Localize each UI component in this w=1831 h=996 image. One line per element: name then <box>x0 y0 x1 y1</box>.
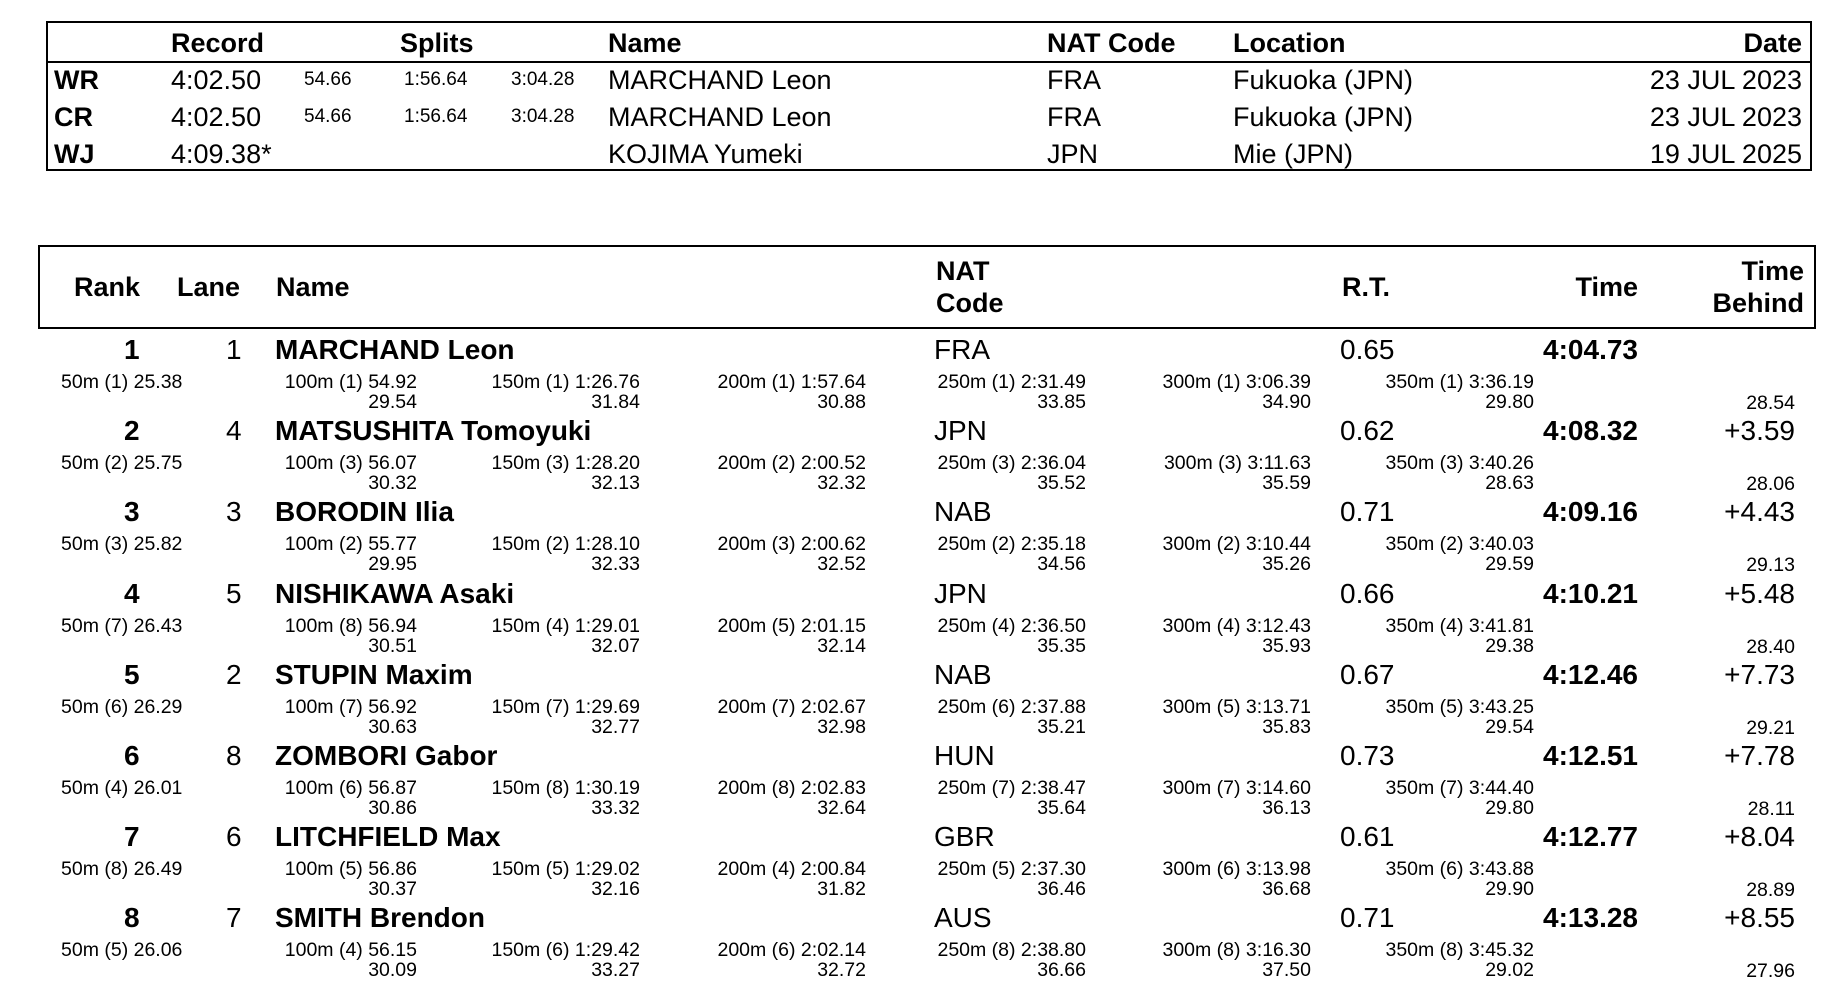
reaction-time: 0.67 <box>1340 658 1395 690</box>
split-cumulative: 150m (7) 1:29.69 <box>491 695 640 718</box>
record-split-200: 1:56.64 <box>404 69 468 90</box>
split-difference: 36.66 <box>1037 959 1086 982</box>
nat-code: JPN <box>934 577 987 609</box>
result-row <box>0 494 1831 576</box>
split-cell <box>1385 616 1534 656</box>
split-difference: 29.80 <box>1485 797 1534 819</box>
reaction-time: 0.61 <box>1340 821 1395 853</box>
split-cumulative: 250m (4) 2:36.50 <box>937 614 1086 637</box>
record-split-300: 3:04.28 <box>511 69 575 90</box>
nat-code: HUN <box>934 740 995 771</box>
nat-code: NAB <box>934 658 992 690</box>
split-difference: 33.27 <box>591 959 640 982</box>
split-difference: 30.63 <box>368 715 417 738</box>
time-behind: +7.73 <box>1724 658 1795 690</box>
nat-code: FRA <box>934 334 990 365</box>
final-time: 4:12.77 <box>1543 821 1638 853</box>
split-last-difference: 28.11 <box>1747 798 1795 820</box>
record-code: WJ <box>54 139 95 169</box>
split-last-difference: 28.54 <box>1746 392 1795 414</box>
split-cumulative: 150m (6) 1:29.42 <box>491 939 640 962</box>
split-difference: 32.07 <box>591 634 640 657</box>
lane: 5 <box>226 577 242 609</box>
lane: 4 <box>226 415 242 447</box>
reaction-time: 0.66 <box>1340 577 1395 609</box>
result-row <box>0 332 1831 414</box>
record-code: CR <box>54 102 93 132</box>
split-cumulative: 250m (2) 2:35.18 <box>937 533 1086 556</box>
split-cumulative: 100m (6) 56.87 <box>284 777 417 799</box>
split-cumulative: 250m (7) 2:38.47 <box>937 777 1086 799</box>
split-difference: 35.93 <box>1262 634 1311 657</box>
time-behind: +8.55 <box>1724 902 1795 934</box>
split-cell <box>1162 778 1311 818</box>
split-last-difference: 29.13 <box>1746 554 1795 577</box>
split-cell <box>717 616 866 656</box>
split-last-difference: 27.96 <box>1746 960 1795 983</box>
time-behind-header-line1: Time <box>1741 256 1804 286</box>
split-cumulative: 150m (4) 1:29.01 <box>491 614 640 637</box>
split-cumulative: 200m (5) 2:01.15 <box>717 614 866 637</box>
split-difference: 28.63 <box>1485 472 1534 495</box>
record-nat: JPN <box>1047 139 1099 169</box>
split-difference: 32.52 <box>817 553 866 576</box>
location-header: Location <box>1233 28 1346 58</box>
time-behind: +4.43 <box>1724 496 1795 528</box>
lane: 3 <box>226 496 242 528</box>
rank: 6 <box>124 740 140 771</box>
split-cell <box>285 778 417 818</box>
split-cumulative: 350m (8) 3:45.32 <box>1385 939 1534 962</box>
nat-code: NAB <box>934 496 992 528</box>
split-cell <box>1162 697 1311 737</box>
split-cumulative: 250m (5) 2:37.30 <box>937 858 1086 881</box>
split-cell <box>491 697 640 737</box>
split-cumulative: 100m (5) 56.86 <box>284 858 417 881</box>
split-cumulative: 300m (6) 3:13.98 <box>1162 858 1311 881</box>
split-cell <box>285 616 417 656</box>
reaction-time: 0.65 <box>1340 334 1395 365</box>
split-difference: 32.16 <box>591 878 640 901</box>
split-difference: 35.26 <box>1262 553 1311 576</box>
lane: 2 <box>226 658 242 690</box>
split-50m: 50m (1) 25.38 <box>61 371 183 393</box>
split-cell <box>937 534 1086 574</box>
record-date: 19 JUL 2025 <box>1649 139 1802 169</box>
lane: 6 <box>226 821 242 853</box>
record-nat: FRA <box>1047 65 1101 95</box>
split-difference: 32.77 <box>591 715 640 738</box>
record-row <box>48 98 1810 135</box>
split-cumulative: 300m (7) 3:14.60 <box>1162 777 1311 799</box>
lane-header: Lane <box>177 272 241 302</box>
split-50m: 50m (2) 25.75 <box>61 452 183 475</box>
split-difference: 32.14 <box>817 634 866 657</box>
split-difference: 33.85 <box>1037 391 1086 413</box>
result-row <box>0 413 1831 495</box>
split-cell <box>285 372 417 412</box>
rank: 3 <box>124 496 140 528</box>
split-difference: 29.38 <box>1485 634 1534 657</box>
split-difference: 29.80 <box>1485 391 1534 413</box>
split-cumulative: 200m (3) 2:00.62 <box>717 533 866 556</box>
split-difference: 29.02 <box>1485 959 1534 982</box>
split-cumulative: 250m (8) 2:38.80 <box>937 939 1086 962</box>
reaction-time: 0.71 <box>1340 902 1395 934</box>
split-cumulative: 300m (2) 3:10.44 <box>1162 533 1311 556</box>
split-difference: 34.90 <box>1262 391 1311 413</box>
nat-header-line2: Code <box>936 288 1004 318</box>
split-cumulative: 200m (7) 2:02.67 <box>717 695 866 718</box>
split-cell <box>937 778 1086 818</box>
split-last-difference: 28.89 <box>1746 879 1795 902</box>
rank: 4 <box>124 577 140 609</box>
record-date: 23 JUL 2023 <box>1649 65 1802 95</box>
nat-code: AUS <box>934 902 992 934</box>
split-cell <box>285 697 417 737</box>
record-location: Fukuoka (JPN) <box>1233 65 1414 95</box>
split-difference: 31.82 <box>817 878 866 901</box>
split-difference: 32.32 <box>817 472 866 495</box>
split-cell <box>285 534 417 574</box>
split-cell <box>717 859 866 899</box>
split-cumulative: 250m (6) 2:37.88 <box>937 695 1086 718</box>
lane: 8 <box>226 740 242 771</box>
record-split-200: 1:56.64 <box>404 106 468 127</box>
split-cumulative: 100m (8) 56.94 <box>284 614 417 637</box>
split-cell <box>1385 778 1534 818</box>
lane: 7 <box>226 902 242 934</box>
split-cumulative: 350m (4) 3:41.81 <box>1385 614 1534 637</box>
split-difference: 32.98 <box>817 715 866 738</box>
result-row <box>0 819 1831 901</box>
split-cell <box>285 940 417 980</box>
reaction-time: 0.73 <box>1340 740 1395 771</box>
split-difference: 31.84 <box>591 391 640 413</box>
split-cumulative: 350m (7) 3:44.40 <box>1385 777 1534 799</box>
record-nat: FRA <box>1047 102 1101 132</box>
split-cell <box>717 453 866 493</box>
final-time: 4:10.21 <box>1543 577 1638 609</box>
record-location: Mie (JPN) <box>1233 139 1353 169</box>
result-row <box>0 738 1831 820</box>
record-date: 23 JUL 2023 <box>1649 102 1802 132</box>
split-cumulative: 250m (3) 2:36.04 <box>937 452 1086 475</box>
split-cumulative: 350m (2) 3:40.03 <box>1385 533 1534 556</box>
split-cell <box>285 859 417 899</box>
split-difference: 30.09 <box>368 959 417 982</box>
split-cell <box>1162 859 1311 899</box>
split-cell <box>491 534 640 574</box>
result-row <box>0 576 1831 658</box>
split-difference: 35.21 <box>1037 715 1086 738</box>
swimmer-name: NISHIKAWA Asaki <box>275 577 515 609</box>
record-location: Fukuoka (JPN) <box>1233 102 1414 132</box>
final-time: 4:08.32 <box>1543 415 1638 447</box>
reaction-time: 0.62 <box>1340 415 1395 447</box>
split-cell <box>1385 534 1534 574</box>
split-cumulative: 200m (2) 2:00.52 <box>717 452 866 475</box>
split-cell <box>1385 940 1534 980</box>
time-behind: +3.59 <box>1724 415 1795 447</box>
split-difference: 30.32 <box>368 472 417 495</box>
record-name: MARCHAND Leon <box>608 65 832 95</box>
split-difference: 34.56 <box>1037 553 1086 576</box>
split-cumulative: 300m (3) 3:11.63 <box>1163 452 1311 475</box>
split-difference: 32.33 <box>591 553 640 576</box>
split-difference: 29.90 <box>1485 878 1534 901</box>
nat-header-line1: NAT <box>936 256 990 286</box>
split-difference: 29.95 <box>368 553 417 576</box>
final-time: 4:12.51 <box>1543 740 1638 771</box>
split-cell <box>717 697 866 737</box>
split-difference: 35.52 <box>1037 472 1086 495</box>
split-cumulative: 250m (1) 2:31.49 <box>937 371 1086 393</box>
rt-header: R.T. <box>1342 272 1391 302</box>
split-last-difference: 28.40 <box>1746 635 1795 658</box>
split-50m: 50m (8) 26.49 <box>61 858 183 881</box>
split-difference: 29.59 <box>1485 553 1534 576</box>
split-cell <box>491 616 640 656</box>
split-cell <box>491 859 640 899</box>
rank: 1 <box>124 334 140 365</box>
time-behind-header-line2: Behind <box>1712 288 1804 318</box>
split-cumulative: 350m (1) 3:36.19 <box>1385 371 1534 393</box>
record-time: 4:02.50 <box>171 65 262 95</box>
split-cell <box>937 859 1086 899</box>
record-code: WR <box>54 65 99 95</box>
split-cell <box>1162 534 1311 574</box>
split-last-difference: 29.21 <box>1746 716 1795 739</box>
record-split-50: 54.66 <box>304 106 352 127</box>
record-row <box>48 135 1810 172</box>
swimmer-name: BORODIN Ilia <box>275 496 454 528</box>
record-time: 4:09.38* <box>171 139 272 169</box>
split-cumulative: 200m (6) 2:02.14 <box>717 939 866 962</box>
split-cumulative: 350m (5) 3:43.25 <box>1385 695 1534 718</box>
split-cell <box>1162 940 1311 980</box>
split-last-difference: 28.06 <box>1746 473 1795 496</box>
split-cumulative: 100m (7) 56.92 <box>284 695 417 718</box>
split-cumulative: 100m (4) 56.15 <box>284 939 417 962</box>
final-time: 4:04.73 <box>1543 334 1638 365</box>
record-row <box>48 61 1810 98</box>
time-behind: +5.48 <box>1724 577 1795 609</box>
record-name: MARCHAND Leon <box>608 102 832 132</box>
split-cell <box>491 778 640 818</box>
split-difference: 36.46 <box>1037 878 1086 901</box>
split-cell <box>937 697 1086 737</box>
rank: 2 <box>124 415 140 447</box>
split-cell <box>1385 372 1534 412</box>
record-time: 4:02.50 <box>171 102 262 132</box>
split-cell <box>937 616 1086 656</box>
swimmer-name: ZOMBORI Gabor <box>275 740 498 771</box>
records-table <box>46 21 1812 171</box>
rank: 8 <box>124 902 140 934</box>
split-cell <box>717 940 866 980</box>
split-difference: 32.72 <box>817 959 866 982</box>
rank: 7 <box>124 821 140 853</box>
split-difference: 30.51 <box>368 634 417 657</box>
split-50m: 50m (7) 26.43 <box>61 614 183 637</box>
final-time: 4:09.16 <box>1543 496 1638 528</box>
split-cumulative: 300m (8) 3:16.30 <box>1162 939 1311 962</box>
nat-code: JPN <box>934 415 987 447</box>
split-difference: 36.68 <box>1262 878 1311 901</box>
swimmer-name: MARCHAND Leon <box>275 334 515 365</box>
split-difference: 35.64 <box>1037 797 1086 819</box>
lane: 1 <box>226 334 242 365</box>
split-cell <box>1385 697 1534 737</box>
final-time: 4:13.28 <box>1543 902 1638 934</box>
name-header: Name <box>276 272 350 302</box>
split-cumulative: 300m (4) 3:12.43 <box>1162 614 1311 637</box>
final-time: 4:12.46 <box>1543 658 1638 690</box>
split-cell <box>491 372 640 412</box>
split-50m: 50m (4) 26.01 <box>61 777 183 799</box>
split-cell <box>285 453 417 493</box>
splits-header: Splits <box>400 28 474 58</box>
time-header: Time <box>1575 272 1638 302</box>
split-difference: 32.64 <box>817 797 866 819</box>
split-cumulative: 200m (4) 2:00.84 <box>717 858 866 881</box>
date-header: Date <box>1743 28 1802 58</box>
split-difference: 30.88 <box>817 391 866 413</box>
split-cumulative: 150m (8) 1:30.19 <box>491 777 640 799</box>
time-behind: +8.04 <box>1724 821 1795 853</box>
swimmer-name: LITCHFIELD Max <box>275 821 501 853</box>
split-cumulative: 100m (2) 55.77 <box>284 533 417 556</box>
split-50m: 50m (5) 26.06 <box>61 939 183 962</box>
results-header <box>38 245 1816 329</box>
split-50m: 50m (6) 26.29 <box>61 695 183 718</box>
split-cumulative: 300m (1) 3:06.39 <box>1162 371 1311 393</box>
split-difference: 35.59 <box>1262 472 1311 495</box>
result-row <box>0 900 1831 982</box>
split-cell <box>1385 453 1534 493</box>
split-cell <box>1162 372 1311 412</box>
records-header <box>48 23 1810 63</box>
split-cell <box>1164 453 1311 493</box>
split-cell <box>1162 616 1311 656</box>
split-cumulative: 300m (5) 3:13.71 <box>1162 695 1311 718</box>
split-cumulative: 150m (2) 1:28.10 <box>491 533 640 556</box>
split-difference: 36.13 <box>1262 797 1311 819</box>
split-cumulative: 100m (1) 54.92 <box>284 371 417 393</box>
split-cell <box>937 372 1086 412</box>
split-cumulative: 200m (8) 2:02.83 <box>717 777 866 799</box>
split-cell <box>937 453 1086 493</box>
split-cumulative: 150m (3) 1:28.20 <box>491 452 640 475</box>
split-cell <box>937 940 1086 980</box>
time-behind: +7.78 <box>1724 740 1795 771</box>
result-row <box>0 657 1831 739</box>
split-cumulative: 200m (1) 1:57.64 <box>717 371 866 393</box>
split-cumulative: 150m (5) 1:29.02 <box>491 858 640 881</box>
split-cumulative: 150m (1) 1:26.76 <box>491 371 640 393</box>
split-cell <box>491 940 640 980</box>
record-name: KOJIMA Yumeki <box>608 139 803 169</box>
split-difference: 35.83 <box>1262 715 1311 738</box>
split-difference: 30.37 <box>368 878 417 901</box>
record-split-300: 3:04.28 <box>511 106 575 127</box>
rank: 5 <box>124 658 140 690</box>
split-cell <box>491 453 640 493</box>
record-split-50: 54.66 <box>304 69 352 90</box>
split-difference: 32.13 <box>591 472 640 495</box>
name-header: Name <box>608 28 682 58</box>
record-header: Record <box>171 28 265 58</box>
rank-header: Rank <box>74 272 141 302</box>
split-difference: 29.54 <box>1485 715 1534 738</box>
split-cumulative: 100m (3) 56.07 <box>284 452 417 475</box>
split-cell <box>717 534 866 574</box>
split-cell <box>717 778 866 818</box>
split-cumulative: 350m (6) 3:43.88 <box>1385 858 1534 881</box>
swimmer-name: STUPIN Maxim <box>275 658 473 690</box>
split-cumulative: 350m (3) 3:40.26 <box>1385 452 1534 475</box>
split-difference: 30.86 <box>368 797 417 819</box>
split-difference: 35.35 <box>1037 634 1086 657</box>
nat-code: GBR <box>934 821 995 853</box>
swimmer-name: SMITH Brendon <box>275 902 485 934</box>
split-difference: 37.50 <box>1262 959 1311 982</box>
swimmer-name: MATSUSHITA Tomoyuki <box>275 415 592 447</box>
nat-code-header: NAT Code <box>1047 28 1176 58</box>
split-50m: 50m (3) 25.82 <box>61 533 183 556</box>
split-cell <box>717 372 866 412</box>
reaction-time: 0.71 <box>1340 496 1395 528</box>
split-cell <box>1385 859 1534 899</box>
split-difference: 33.32 <box>591 797 640 819</box>
split-difference: 29.54 <box>368 391 417 413</box>
